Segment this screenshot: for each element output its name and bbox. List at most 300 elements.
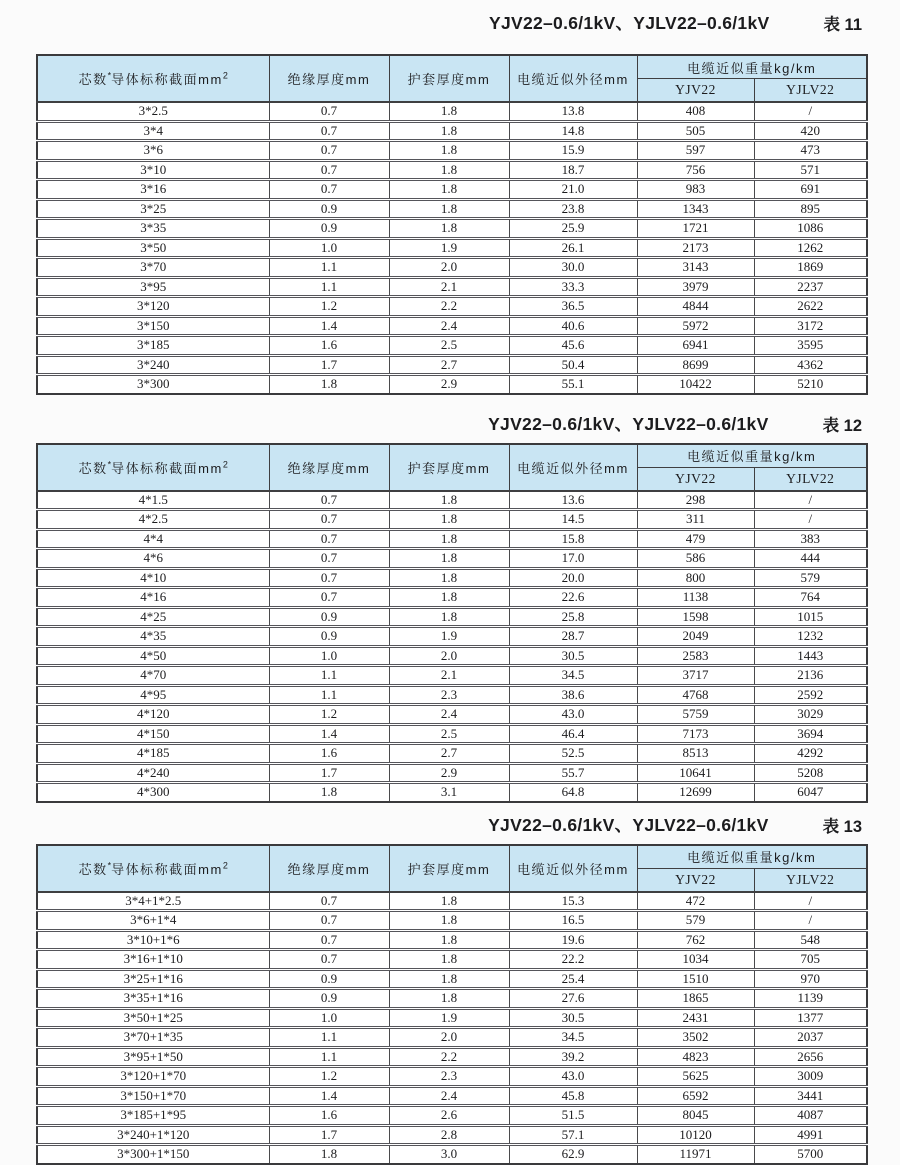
cell: 3*2.5 — [37, 102, 269, 121]
column-header-core-section: 芯数*导体标称截面$mm^2$ — [37, 444, 269, 491]
cell: 20.0 — [509, 568, 637, 588]
table-row — [37, 1145, 867, 1164]
table-row — [37, 375, 867, 394]
cell: 1138 — [637, 588, 754, 608]
cell: 3*70+1*35 — [37, 1028, 269, 1048]
cell: 4*50 — [37, 646, 269, 666]
cell: 50.4 — [509, 355, 637, 375]
cell: 16.5 — [509, 911, 637, 931]
table-row — [37, 1067, 867, 1087]
cell: 5208 — [754, 763, 867, 783]
cell: 1.2 — [269, 705, 389, 725]
cell: 4*16 — [37, 588, 269, 608]
cell: 2431 — [637, 1008, 754, 1028]
cell: 2.1 — [389, 666, 509, 686]
section-title-row — [36, 803, 866, 837]
column-header-yjv22: YJV22 — [637, 467, 754, 491]
cell: 11971 — [637, 1145, 754, 1164]
cell: 0.9 — [269, 607, 389, 627]
table-number-label: 表 11 — [823, 16, 862, 34]
cell: 25.4 — [509, 969, 637, 989]
table-row — [37, 141, 867, 161]
cell: 1.8 — [389, 180, 509, 200]
cell: 14.8 — [509, 121, 637, 141]
cell: 4*300 — [37, 783, 269, 802]
table-row — [37, 783, 867, 802]
table-row — [37, 627, 867, 647]
table-row — [37, 950, 867, 970]
cell: 0.9 — [269, 969, 389, 989]
cell: 2.6 — [389, 1106, 509, 1126]
cell: 3*35+1*16 — [37, 989, 269, 1009]
table-body — [37, 491, 867, 802]
cell: 0.7 — [269, 892, 389, 911]
cell: 0.9 — [269, 219, 389, 239]
cell: 586 — [637, 549, 754, 569]
table-row — [37, 568, 867, 588]
table-row — [37, 491, 867, 510]
cell: 7173 — [637, 724, 754, 744]
cell: 2049 — [637, 627, 754, 647]
cell: 1.0 — [269, 646, 389, 666]
cell: 764 — [754, 588, 867, 608]
cell: 970 — [754, 969, 867, 989]
cell: 705 — [754, 950, 867, 970]
cell: 1.8 — [389, 121, 509, 141]
table-row — [37, 911, 867, 931]
table-row — [37, 355, 867, 375]
table-number-label: 表 12 — [822, 416, 862, 435]
cell: 1.4 — [269, 316, 389, 336]
table-row — [37, 529, 867, 549]
cell: 1.8 — [269, 1145, 389, 1164]
cell: 1.8 — [389, 199, 509, 219]
cell: 3*185 — [37, 336, 269, 356]
cell: 2583 — [637, 646, 754, 666]
table-body — [37, 892, 867, 1164]
cell: 27.6 — [509, 989, 637, 1009]
column-header-core-section: 芯数*导体标称截面$mm^2$ — [37, 55, 269, 102]
column-header-sheath: 护套厚度mm — [389, 55, 509, 102]
cell: 1.7 — [269, 1125, 389, 1145]
cell: 1.4 — [269, 1086, 389, 1106]
column-header-insulation: 绝缘厚度mm — [269, 444, 389, 491]
cell: / — [754, 911, 867, 931]
cell: 3*50+1*25 — [37, 1008, 269, 1028]
cell: 6592 — [637, 1086, 754, 1106]
cell: 4*240 — [37, 763, 269, 783]
cell: 43.0 — [509, 1067, 637, 1087]
cell: 2592 — [754, 685, 867, 705]
cell: 3441 — [754, 1086, 867, 1106]
cell: 34.5 — [509, 666, 637, 686]
cell: 1.2 — [269, 1067, 389, 1087]
cell: 691 — [754, 180, 867, 200]
cell: 0.7 — [269, 911, 389, 931]
cell: 4362 — [754, 355, 867, 375]
cell: 3*95 — [37, 277, 269, 297]
cell: 4823 — [637, 1047, 754, 1067]
cell: 2.4 — [389, 1086, 509, 1106]
table-row — [37, 892, 867, 911]
cell: 1.6 — [269, 1106, 389, 1126]
spec-table — [36, 844, 868, 1165]
cell: 2.9 — [389, 763, 509, 783]
cell: 3*16 — [37, 180, 269, 200]
cell: 4*95 — [37, 685, 269, 705]
cell: 0.7 — [269, 549, 389, 569]
cell: 3717 — [637, 666, 754, 686]
column-header-diameter: 电缆近似外径mm — [509, 845, 637, 892]
cell: 51.5 — [509, 1106, 637, 1126]
cell: 3694 — [754, 724, 867, 744]
cell: 1.8 — [389, 607, 509, 627]
cell: 2.1 — [389, 277, 509, 297]
cell: 0.7 — [269, 588, 389, 608]
table-row — [37, 588, 867, 608]
cell: 21.0 — [509, 180, 637, 200]
cell: 472 — [637, 892, 754, 911]
table-row — [37, 705, 867, 725]
cell: 3*120 — [37, 297, 269, 317]
table-row — [37, 297, 867, 317]
cell: 62.9 — [509, 1145, 637, 1164]
cell: 800 — [637, 568, 754, 588]
cell: 3*6+1*4 — [37, 911, 269, 931]
cell: 1.7 — [269, 763, 389, 783]
cell: 548 — [754, 930, 867, 950]
cell: 5625 — [637, 1067, 754, 1087]
cell: 0.7 — [269, 141, 389, 161]
cell: 3143 — [637, 258, 754, 278]
table-row — [37, 930, 867, 950]
cell: 15.8 — [509, 529, 637, 549]
table-row — [37, 1028, 867, 1048]
cell: 505 — [637, 121, 754, 141]
column-header-weight-group: 电缆近似重量kg/km — [637, 55, 867, 79]
cell: 1086 — [754, 219, 867, 239]
cell: 43.0 — [509, 705, 637, 725]
cell: 18.7 — [509, 160, 637, 180]
cell: 3029 — [754, 705, 867, 725]
table-row — [37, 989, 867, 1009]
cell: 2.3 — [389, 1067, 509, 1087]
cell: 4292 — [754, 744, 867, 764]
cell: 5210 — [754, 375, 867, 394]
cell: 22.2 — [509, 950, 637, 970]
table-header — [37, 845, 867, 892]
cell: 3595 — [754, 336, 867, 356]
cell: 39.2 — [509, 1047, 637, 1067]
cell: 1.1 — [269, 258, 389, 278]
table-row — [37, 1008, 867, 1028]
cell: 1.4 — [269, 724, 389, 744]
cell: 23.8 — [509, 199, 637, 219]
cell: 28.7 — [509, 627, 637, 647]
cell: 3*35 — [37, 219, 269, 239]
cell: 3009 — [754, 1067, 867, 1087]
cell: 3*10+1*6 — [37, 930, 269, 950]
table-row — [37, 763, 867, 783]
cell: 0.7 — [269, 950, 389, 970]
cell: 4*25 — [37, 607, 269, 627]
cell: 298 — [637, 491, 754, 510]
table-row — [37, 666, 867, 686]
column-header-core-section: 芯数*导体标称截面$mm^2$ — [37, 845, 269, 892]
cell: 895 — [754, 199, 867, 219]
table-row — [37, 724, 867, 744]
cell: 2.0 — [389, 1028, 509, 1048]
cell: 2.7 — [389, 355, 509, 375]
cell: 1.8 — [389, 529, 509, 549]
cell: 383 — [754, 529, 867, 549]
cell: 2.4 — [389, 705, 509, 725]
cell: 3*120+1*70 — [37, 1067, 269, 1087]
cell: 25.8 — [509, 607, 637, 627]
cell: 45.6 — [509, 336, 637, 356]
cell: 1.8 — [389, 969, 509, 989]
cell: 1.0 — [269, 1008, 389, 1028]
cell: 1.8 — [389, 930, 509, 950]
cell: 4844 — [637, 297, 754, 317]
table-row — [37, 336, 867, 356]
cell: 0.7 — [269, 102, 389, 121]
column-header-insulation: 绝缘厚度mm — [269, 55, 389, 102]
cell: 30.5 — [509, 1008, 637, 1028]
table-row — [37, 199, 867, 219]
section-title-row — [36, 0, 866, 35]
cell: 5759 — [637, 705, 754, 725]
cell: 10422 — [637, 375, 754, 394]
column-header-weight-group: 电缆近似重量kg/km — [637, 444, 867, 468]
cell: / — [754, 510, 867, 530]
cell: 4*70 — [37, 666, 269, 686]
cell: 1.2 — [269, 297, 389, 317]
cell: 3*50 — [37, 238, 269, 258]
cell: 1.9 — [389, 238, 509, 258]
cell: 1377 — [754, 1008, 867, 1028]
cell: 5972 — [637, 316, 754, 336]
cell: 4087 — [754, 1106, 867, 1126]
table-row — [37, 549, 867, 569]
cell: 1869 — [754, 258, 867, 278]
column-header-sheath: 护套厚度mm — [389, 444, 509, 491]
table-row — [37, 1086, 867, 1106]
cell: 983 — [637, 180, 754, 200]
cell: 4*35 — [37, 627, 269, 647]
cell: 3172 — [754, 316, 867, 336]
cell: 26.1 — [509, 238, 637, 258]
cell: 3.1 — [389, 783, 509, 802]
cell: 0.7 — [269, 180, 389, 200]
cell: 1232 — [754, 627, 867, 647]
table-body — [37, 102, 867, 394]
cell: 4768 — [637, 685, 754, 705]
cell: 1598 — [637, 607, 754, 627]
table-row — [37, 1106, 867, 1126]
cell: 4*6 — [37, 549, 269, 569]
table-row — [37, 258, 867, 278]
cell: 1510 — [637, 969, 754, 989]
table-row — [37, 646, 867, 666]
column-header-weight-group: 电缆近似重量kg/km — [637, 845, 867, 869]
column-header-diameter: 电缆近似外径mm — [509, 444, 637, 491]
cell: 3*25 — [37, 199, 269, 219]
cell: 57.1 — [509, 1125, 637, 1145]
cell: 3*95+1*50 — [37, 1047, 269, 1067]
table-row — [37, 1047, 867, 1067]
table-row — [37, 238, 867, 258]
cell: 1.8 — [389, 510, 509, 530]
cell: 597 — [637, 141, 754, 161]
cell: 2.5 — [389, 724, 509, 744]
cell: 13.6 — [509, 491, 637, 510]
cell: 3979 — [637, 277, 754, 297]
cell: 3*25+1*16 — [37, 969, 269, 989]
cell: 3*6 — [37, 141, 269, 161]
cell: 1.8 — [389, 491, 509, 510]
cell: 1.8 — [389, 219, 509, 239]
cell: 1.1 — [269, 685, 389, 705]
section-table-11 — [36, 0, 866, 395]
cell: 15.9 — [509, 141, 637, 161]
cell: 1.8 — [389, 102, 509, 121]
cell: 3502 — [637, 1028, 754, 1048]
table-row — [37, 219, 867, 239]
cell: 1.1 — [269, 277, 389, 297]
cell: 0.7 — [269, 529, 389, 549]
table-row — [37, 277, 867, 297]
spec-table — [36, 443, 868, 803]
cell: 3*16+1*10 — [37, 950, 269, 970]
cell: 8045 — [637, 1106, 754, 1126]
cell: 3*10 — [37, 160, 269, 180]
cell: 0.9 — [269, 989, 389, 1009]
section-title: YJV22–0.6/1kV、YJLV22–0.6/1kV — [488, 413, 769, 434]
cell: 4*4 — [37, 529, 269, 549]
cell: 10120 — [637, 1125, 754, 1145]
table-row — [37, 510, 867, 530]
cell: 33.3 — [509, 277, 637, 297]
table-row — [37, 121, 867, 141]
table-row — [37, 744, 867, 764]
cell: 3*4 — [37, 121, 269, 141]
cell: 2.2 — [389, 297, 509, 317]
cell: 2136 — [754, 666, 867, 686]
cell: 38.6 — [509, 685, 637, 705]
cell: 2.3 — [389, 685, 509, 705]
cell: 2.2 — [389, 1047, 509, 1067]
cell: 0.7 — [269, 491, 389, 510]
cell: 3*300+1*150 — [37, 1145, 269, 1164]
table-row — [37, 102, 867, 121]
cell: 2.7 — [389, 744, 509, 764]
cell: 1015 — [754, 607, 867, 627]
cell: 1139 — [754, 989, 867, 1009]
cell: 1.8 — [389, 911, 509, 931]
column-header-sheath: 护套厚度mm — [389, 845, 509, 892]
cell: 311 — [637, 510, 754, 530]
cell: 30.0 — [509, 258, 637, 278]
cell: 2.0 — [389, 646, 509, 666]
cell: 4*2.5 — [37, 510, 269, 530]
cell: 479 — [637, 529, 754, 549]
section-title-row — [36, 395, 866, 436]
column-header-yjv22: YJV22 — [637, 868, 754, 892]
cell: 3.0 — [389, 1145, 509, 1164]
table-header — [37, 55, 867, 102]
cell: 0.7 — [269, 121, 389, 141]
cell: 420 — [754, 121, 867, 141]
cell: 1.7 — [269, 355, 389, 375]
cell: 36.5 — [509, 297, 637, 317]
cell: 10641 — [637, 763, 754, 783]
table-header — [37, 444, 867, 491]
cell: 2237 — [754, 277, 867, 297]
cell: 1865 — [637, 989, 754, 1009]
cell: 1.8 — [389, 989, 509, 1009]
cell: 1443 — [754, 646, 867, 666]
cell: / — [754, 102, 867, 121]
column-header-diameter: 电缆近似外径mm — [509, 55, 637, 102]
cell: 2.5 — [389, 336, 509, 356]
cell: 4*120 — [37, 705, 269, 725]
cell: 2622 — [754, 297, 867, 317]
cell: 3*150 — [37, 316, 269, 336]
cell: 1034 — [637, 950, 754, 970]
cell: 1.8 — [389, 892, 509, 911]
cell: 1.1 — [269, 666, 389, 686]
cell: 55.1 — [509, 375, 637, 394]
cell: 4991 — [754, 1125, 867, 1145]
cell: 1.8 — [389, 141, 509, 161]
table-row — [37, 969, 867, 989]
cell: 1.9 — [389, 1008, 509, 1028]
cell: 2.8 — [389, 1125, 509, 1145]
cell: 55.7 — [509, 763, 637, 783]
cell: 0.7 — [269, 930, 389, 950]
cell: 571 — [754, 160, 867, 180]
column-header-yjlv22: YJLV22 — [754, 79, 867, 103]
column-header-yjlv22: YJLV22 — [754, 868, 867, 892]
cell: 756 — [637, 160, 754, 180]
cell: 25.9 — [509, 219, 637, 239]
cell: 2.4 — [389, 316, 509, 336]
cell: 1.8 — [389, 549, 509, 569]
cell: 1721 — [637, 219, 754, 239]
cell: 45.8 — [509, 1086, 637, 1106]
cell: 2.0 — [389, 258, 509, 278]
column-header-yjv22: YJV22 — [637, 79, 754, 103]
cell: 14.5 — [509, 510, 637, 530]
cell: 0.7 — [269, 568, 389, 588]
table-row — [37, 685, 867, 705]
cell: 30.5 — [509, 646, 637, 666]
spec-table — [36, 54, 868, 395]
column-header-insulation: 绝缘厚度mm — [269, 845, 389, 892]
cell: 8513 — [637, 744, 754, 764]
cell: 1343 — [637, 199, 754, 219]
cell: 19.6 — [509, 930, 637, 950]
cell: 3*300 — [37, 375, 269, 394]
section-table-13 — [36, 803, 866, 1165]
table-row — [37, 316, 867, 336]
cell: 762 — [637, 930, 754, 950]
cell: 3*185+1*95 — [37, 1106, 269, 1126]
table-row — [37, 180, 867, 200]
cell: 34.5 — [509, 1028, 637, 1048]
cell: 46.4 — [509, 724, 637, 744]
